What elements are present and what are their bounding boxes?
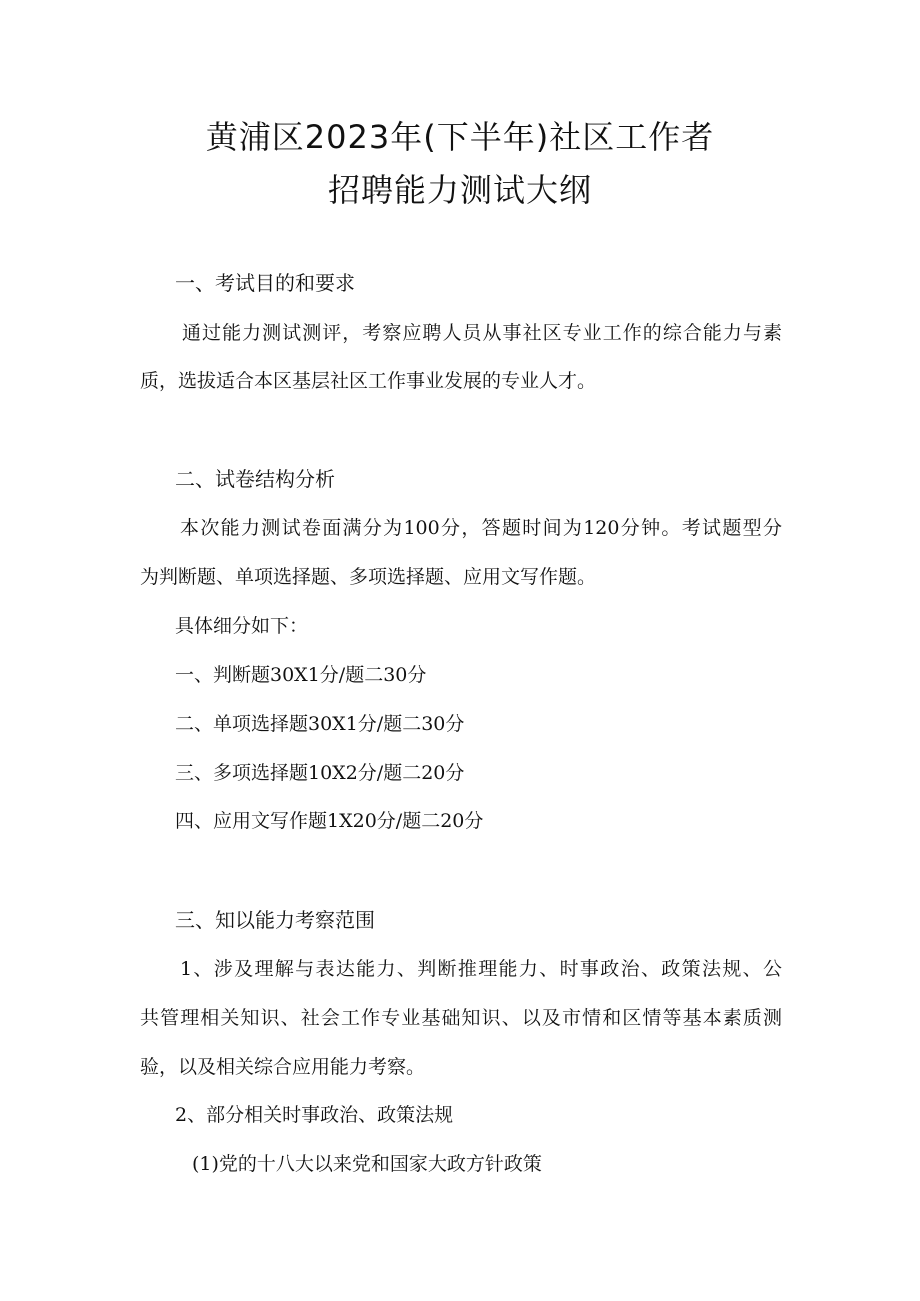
section-3-paragraph-1-line-3: 验，以及相关综合应用能力考察。 bbox=[140, 1056, 426, 1078]
section-2-heading: 二、试卷结构分析 bbox=[175, 467, 335, 491]
list-item: 四、应用文写作题1X20分/题二20分 bbox=[175, 810, 484, 832]
section-3-paragraph-1-line-2: 共管理相关知识、社会工作专业基础知识、以及市情和区情等基本素质测 bbox=[140, 1007, 782, 1029]
section-1-paragraph-line-2: 质，选拔适合本区基层社区工作事业发展的专业人才。 bbox=[140, 370, 597, 392]
section-1-heading: 一、考试目的和要求 bbox=[175, 271, 355, 295]
list-item: 一、判断题30X1分/题二30分 bbox=[175, 664, 427, 686]
section-3-paragraph-3: (1)党的十八大以来党和国家大政方针政策 bbox=[192, 1153, 542, 1175]
list-item: 二、单项选择题30X1分/题二30分 bbox=[175, 713, 465, 735]
document-title-line-2: 招聘能力测试大纲 bbox=[327, 171, 592, 209]
list-item: 三、多项选择题10X2分/题二20分 bbox=[175, 762, 465, 784]
section-2-paragraph-line-2: 为判断题、单项选择题、多项选择题、应用文写作题。 bbox=[140, 566, 597, 588]
document-title-line-1: 黄浦区2023年(下半年)社区工作者 bbox=[205, 118, 715, 156]
section-3-paragraph-1-line-1: 1、涉及理解与表达能力、判断推理能力、时事政治、政策法规、公 bbox=[180, 958, 782, 980]
section-1-paragraph-line-1: 通过能力测试测评，考察应聘人员从事社区专业工作的综合能力与素 bbox=[182, 322, 782, 344]
detail-intro: 具体细分如下： bbox=[175, 615, 309, 637]
section-3-heading: 三、知以能力考察范围 bbox=[175, 908, 375, 932]
section-2-paragraph-line-1: 本次能力测试卷面满分为100分，答题时间为120分钟。考试题型分 bbox=[180, 517, 782, 539]
section-3-paragraph-2: 2、部分相关时事政治、政策法规 bbox=[175, 1104, 454, 1126]
